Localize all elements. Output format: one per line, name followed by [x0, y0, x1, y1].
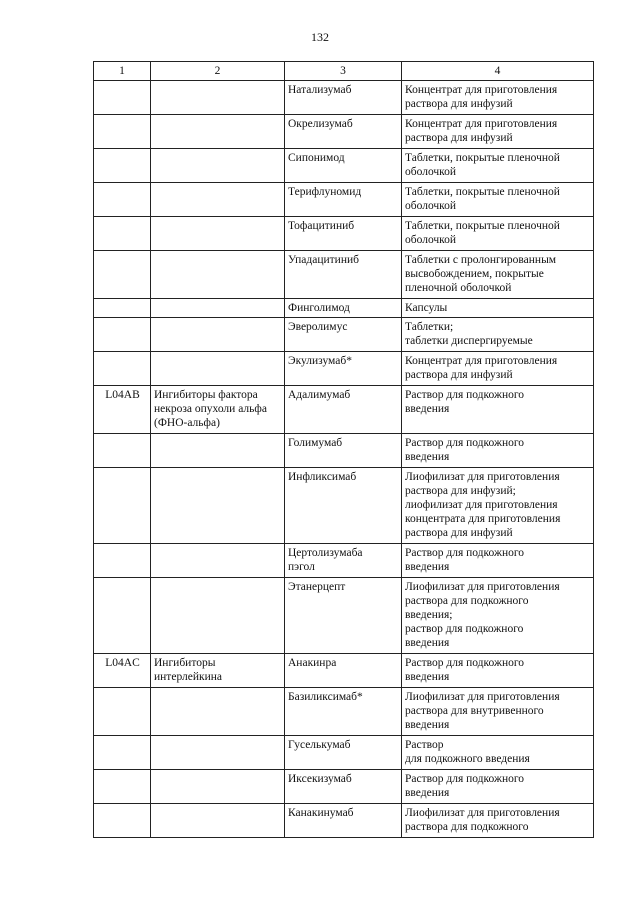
header-cell-col1: 1	[94, 62, 151, 81]
drug-name-cell-text: Окрелизумаб	[288, 118, 353, 130]
code-cell-text: L04AC	[105, 657, 140, 669]
drug-name-cell-text: Сипонимод	[288, 152, 345, 164]
header-cell-col3: 3	[285, 62, 402, 81]
dosage-form-cell	[402, 736, 594, 770]
group-cell	[151, 217, 285, 251]
dosage-form-cell-text: Лиофилизат для приготовления раствора для внутривенного введения	[405, 691, 560, 731]
drug-name-cell-text: Цертолизумаба пэгол	[288, 547, 363, 573]
dosage-form-cell	[402, 578, 594, 654]
table-body	[94, 81, 594, 838]
table-row	[94, 81, 594, 115]
drug-name-cell	[285, 386, 402, 434]
code-cell	[94, 654, 151, 688]
dosage-form-cell	[402, 217, 594, 251]
table-row	[94, 434, 594, 468]
group-cell	[151, 654, 285, 688]
drug-name-cell-text: Терифлуномид	[288, 186, 362, 198]
table-row	[94, 251, 594, 299]
drug-name-cell	[285, 251, 402, 299]
dosage-form-cell	[402, 434, 594, 468]
drug-name-cell-text: Экулизумаб*	[288, 355, 352, 367]
group-cell	[151, 434, 285, 468]
code-cell	[94, 115, 151, 149]
dosage-form-cell-text: Раствор для подкожного введения	[405, 389, 525, 415]
table-row	[94, 468, 594, 544]
code-cell	[94, 386, 151, 434]
group-cell	[151, 544, 285, 578]
code-cell	[94, 149, 151, 183]
drug-name-cell	[285, 115, 402, 149]
dosage-form-cell-text: Концентрат для приготовления раствора для инфузий	[405, 118, 558, 144]
dosage-form-cell	[402, 804, 594, 838]
drug-name-cell	[285, 468, 402, 544]
dosage-form-cell-text: Раствор для подкожного введения	[405, 773, 525, 799]
drug-name-cell-text: Иксекизумаб	[288, 773, 352, 785]
dosage-form-cell	[402, 183, 594, 217]
group-cell	[151, 688, 285, 736]
drug-name-cell	[285, 654, 402, 688]
dosage-form-cell	[402, 115, 594, 149]
drug-name-cell	[285, 318, 402, 352]
group-cell	[151, 81, 285, 115]
table-row	[94, 318, 594, 352]
dosage-form-cell-text: Таблетки с пролонгированным высвобождением, покрытые пленочной оболочкой	[405, 254, 557, 294]
drug-name-cell	[285, 217, 402, 251]
drug-name-cell	[285, 434, 402, 468]
drug-name-cell-text: Гуселькумаб	[288, 739, 351, 751]
table-row	[94, 217, 594, 251]
drug-name-cell-text: Инфликсимаб	[288, 471, 357, 483]
dosage-form-cell	[402, 544, 594, 578]
table-row	[94, 115, 594, 149]
table-row	[94, 183, 594, 217]
code-cell	[94, 468, 151, 544]
drug-name-cell	[285, 149, 402, 183]
dosage-form-cell-text: Таблетки, покрытые пленочной оболочкой	[405, 186, 560, 212]
drug-name-cell	[285, 352, 402, 386]
dosage-form-cell-text: Таблетки; таблетки диспергируемые	[405, 321, 533, 347]
dosage-form-cell	[402, 299, 594, 318]
code-cell	[94, 352, 151, 386]
dosage-form-cell	[402, 386, 594, 434]
dosage-form-cell-text: Таблетки, покрытые пленочной оболочкой	[405, 220, 560, 246]
dosage-form-cell-text: Концентрат для приготовления раствора для инфузий	[405, 84, 558, 110]
code-cell	[94, 81, 151, 115]
drug-name-cell	[285, 578, 402, 654]
drug-name-cell	[285, 544, 402, 578]
group-cell	[151, 318, 285, 352]
drug-name-cell-text: Финголимод	[288, 302, 350, 314]
code-cell-text: L04AB	[105, 389, 140, 401]
drug-name-cell	[285, 299, 402, 318]
dosage-form-cell-text: Раствор для подкожного введения	[405, 657, 525, 683]
drug-name-cell-text: Упадацитиниб	[288, 254, 359, 266]
drug-name-cell-text: Адалимумаб	[288, 389, 351, 401]
group-cell	[151, 115, 285, 149]
drug-table	[93, 61, 594, 838]
code-cell	[94, 770, 151, 804]
dosage-form-cell	[402, 318, 594, 352]
table-header-row	[94, 62, 594, 81]
dosage-form-cell	[402, 770, 594, 804]
code-cell	[94, 434, 151, 468]
dosage-form-cell	[402, 468, 594, 544]
dosage-form-cell-text: Раствор для подкожного введения	[405, 739, 530, 765]
group-cell	[151, 578, 285, 654]
dosage-form-cell	[402, 149, 594, 183]
drug-name-cell-text: Анакинра	[288, 657, 337, 669]
table-row	[94, 736, 594, 770]
code-cell	[94, 251, 151, 299]
drug-name-cell	[285, 736, 402, 770]
code-cell	[94, 183, 151, 217]
code-cell	[94, 736, 151, 770]
drug-name-cell-text: Натализумаб	[288, 84, 352, 96]
group-cell	[151, 736, 285, 770]
table-row	[94, 654, 594, 688]
header-cell-col2: 2	[151, 62, 285, 81]
table-row	[94, 544, 594, 578]
drug-name-cell	[285, 183, 402, 217]
code-cell	[94, 688, 151, 736]
drug-name-cell	[285, 804, 402, 838]
code-cell	[94, 544, 151, 578]
dosage-form-cell-text: Концентрат для приготовления раствора для инфузий	[405, 355, 558, 381]
page-number: 132	[311, 30, 329, 44]
group-cell	[151, 251, 285, 299]
group-cell	[151, 468, 285, 544]
group-cell	[151, 183, 285, 217]
drug-name-cell-text: Голимумаб	[288, 437, 343, 449]
code-cell	[94, 217, 151, 251]
table-row	[94, 299, 594, 318]
code-cell	[94, 299, 151, 318]
group-cell-text: Ингибиторы фактора некроза опухоли альфа (ФНО-альфа)	[154, 389, 267, 429]
table-row	[94, 804, 594, 838]
drug-name-cell	[285, 81, 402, 115]
drug-name-cell	[285, 688, 402, 736]
group-cell	[151, 770, 285, 804]
table-row	[94, 688, 594, 736]
dosage-form-cell	[402, 688, 594, 736]
header-cell-col4: 4	[402, 62, 594, 81]
dosage-form-cell	[402, 81, 594, 115]
dosage-form-cell-text: Раствор для подкожного введения	[405, 547, 525, 573]
code-cell	[94, 318, 151, 352]
group-cell	[151, 149, 285, 183]
table-row	[94, 578, 594, 654]
table-row	[94, 149, 594, 183]
table-row	[94, 386, 594, 434]
dosage-form-cell-text: Капсулы	[405, 302, 448, 314]
dosage-form-cell-text: Лиофилизат для приготовления раствора для подкожного	[405, 807, 560, 833]
code-cell	[94, 804, 151, 838]
dosage-form-cell	[402, 352, 594, 386]
drug-name-cell-text: Эверолимус	[288, 321, 348, 333]
dosage-form-cell-text: Раствор для подкожного введения	[405, 437, 525, 463]
drug-name-cell-text: Этанерцепт	[288, 581, 346, 593]
table-row	[94, 352, 594, 386]
dosage-form-cell-text: Лиофилизат для приготовления раствора для подкожного введения; раствор для подкожного введения	[405, 581, 560, 649]
group-cell-text: Ингибиторы интерлейкина	[154, 657, 223, 683]
dosage-form-cell-text: Лиофилизат для приготовления раствора для инфузий; лиофилизат для приготовления концентрата для приготовления раствора для инфузий	[405, 471, 561, 539]
group-cell	[151, 299, 285, 318]
drug-name-cell	[285, 770, 402, 804]
group-cell	[151, 352, 285, 386]
dosage-form-cell	[402, 251, 594, 299]
drug-name-cell-text: Тофацитиниб	[288, 220, 355, 232]
table-row	[94, 770, 594, 804]
dosage-form-cell-text: Таблетки, покрытые пленочной оболочкой	[405, 152, 560, 178]
dosage-form-cell	[402, 654, 594, 688]
group-cell	[151, 386, 285, 434]
drug-name-cell-text: Канакинумаб	[288, 807, 354, 819]
group-cell	[151, 804, 285, 838]
code-cell	[94, 578, 151, 654]
drug-name-cell-text: Базиликсимаб*	[288, 691, 363, 703]
